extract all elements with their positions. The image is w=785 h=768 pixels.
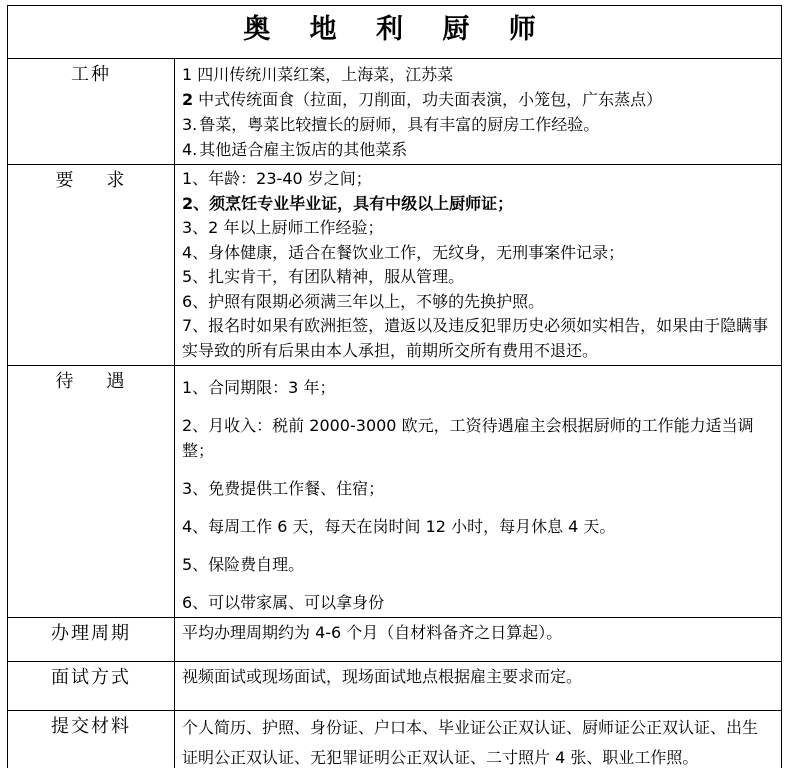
benefit-item-6: 6、可以带家属、可以拿身份	[182, 593, 385, 612]
requirement-item-5: 5、扎实肯干，有团队精神，服从管理。	[182, 267, 465, 286]
label-requirements: 要 求	[8, 165, 175, 366]
label-materials: 提交材料	[8, 711, 175, 768]
benefit-item-2: 2、月收入：税前 2000-3000 欧元，工资待遇雇主会根据厨师的工作能力适当调整；	[182, 416, 754, 460]
label-interview-method: 面试方式	[8, 662, 175, 711]
label-benefits: 待 遇	[8, 366, 175, 618]
job-item-2-num: 2	[182, 90, 194, 109]
content-interview-method: 视频面试或现场面试，现场面试地点根据雇主要求而定。	[175, 662, 782, 711]
job-item-4-num: 4.	[182, 140, 198, 159]
row-requirements	[8, 165, 782, 366]
benefit-item-1: 1、合同期限：3 年；	[182, 378, 336, 397]
job-item-1-num: 1	[182, 65, 193, 84]
title-row	[8, 6, 782, 59]
job-item-1	[182, 62, 773, 87]
content-job-types	[175, 59, 782, 165]
requirement-item-2: 2、须烹饪专业毕业证，具有中级以上厨师证；	[182, 193, 514, 213]
row-interview-method	[8, 662, 782, 711]
requirement-item-6: 6、护照有限期必须满三年以上，不够的先换护照。	[182, 291, 545, 311]
job-item-1-text: 四川传统川菜红案，上海菜，江苏菜	[197, 65, 454, 84]
requirement-item-3: 3、2 年以上厨师工作经验；	[182, 218, 384, 237]
requirement-item-4: 4、身体健康，适合在餐饮业工作，无纹身，无刑事案件记录；	[182, 242, 625, 262]
label-job-types: 工种	[8, 59, 175, 165]
page-title: 奥 地 利 厨 师	[8, 6, 782, 59]
benefit-item-4: 4、每周工作 6 天，每天在岗时间 12 小时，每月休息 4 天。	[182, 517, 616, 536]
content-requirements	[175, 165, 782, 366]
benefit-item-3: 3、免费提供工作餐、住宿；	[182, 479, 385, 498]
requirement-item-7: 7、报名时如果有欧洲拒签，遣返以及违反犯罪历史必须如实相告，如果由于隐瞒事实导致的所有后果由本人承担，前期所交所有费用不退还。	[182, 316, 769, 360]
content-processing-period: 平均办理周期约为 4-6 个月（自材料备齐之日算起）。	[175, 618, 782, 662]
content-benefits	[175, 366, 782, 618]
job-item-3-num: 3.	[182, 115, 198, 134]
row-benefits	[8, 366, 782, 618]
job-posting-table	[7, 5, 782, 768]
row-processing-period	[8, 618, 782, 662]
job-item-4-text: 其他适合雇主饭店的其他菜系	[199, 140, 408, 159]
job-item-4	[182, 137, 773, 162]
job-item-2	[182, 87, 773, 112]
row-job-types	[8, 59, 782, 165]
requirement-item-1: 1、年龄：23-40 岁之间；	[182, 169, 372, 188]
benefit-item-5: 5、保险费自理。	[182, 555, 305, 574]
label-processing-period: 办理周期	[8, 618, 175, 662]
row-materials	[8, 711, 782, 768]
job-item-3	[182, 112, 773, 137]
content-materials: 个人简历、护照、身份证、户口本、毕业证公正双认证、厨师证公正双认证、出生证明公正双认证、无犯罪证明公正双认证、二寸照片 4 张、职业工作照。	[175, 711, 782, 768]
job-item-2-text: 中式传统面食（拉面，刀削面，功夫面表演，小笼包，广东蒸点）	[198, 90, 663, 109]
job-item-3-text: 鲁菜，粤菜比较擅长的厨师，具有丰富的厨房工作经验。	[199, 115, 600, 134]
